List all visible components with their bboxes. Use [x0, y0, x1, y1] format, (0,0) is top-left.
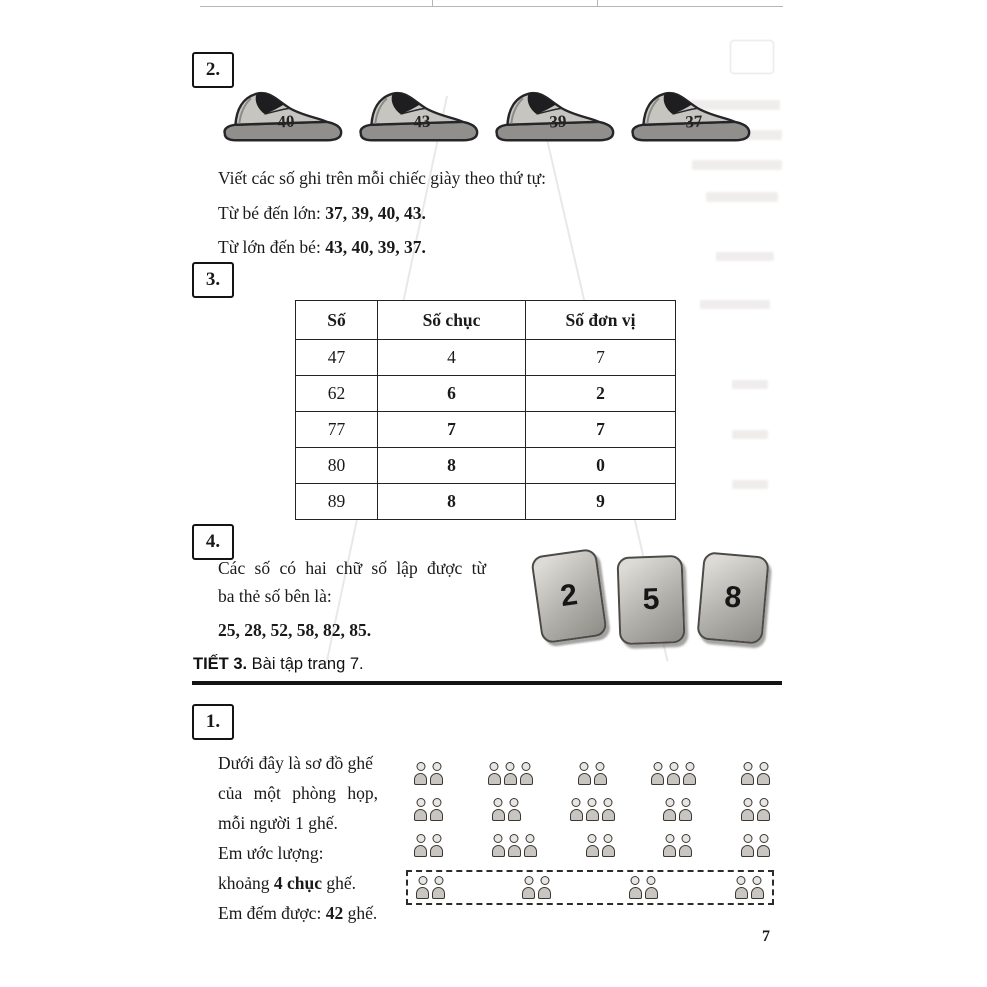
person-icon — [683, 762, 696, 785]
table-row — [296, 484, 676, 520]
person-icon — [735, 876, 748, 899]
table-cell: 6 — [378, 376, 526, 412]
seat-row — [412, 798, 770, 821]
shoe-number: 40 — [276, 111, 295, 132]
text-line: Dưới đây là sơ đồ ghế — [218, 753, 373, 773]
person-icon — [651, 762, 664, 785]
section-divider — [192, 681, 782, 685]
person-icon — [522, 876, 535, 899]
table-row — [296, 340, 676, 376]
person-icon — [602, 798, 615, 821]
person-icon — [508, 834, 521, 857]
person-icon — [602, 834, 615, 857]
exercise3-label: 3. — [205, 269, 221, 290]
person-icon — [432, 876, 445, 899]
table-cell: 80 — [296, 448, 378, 484]
seat-group — [488, 762, 533, 785]
exercise2-number-box — [192, 52, 234, 88]
table-header-cell: Số — [296, 301, 378, 340]
exercise2-ascending-line — [218, 203, 426, 224]
top-crop-line — [200, 6, 783, 7]
exercise3-number-box — [192, 262, 234, 298]
person-icon — [414, 798, 427, 821]
seat-group — [570, 798, 615, 821]
person-icon — [504, 762, 517, 785]
person-icon — [508, 798, 521, 821]
table-cell: 89 — [296, 484, 378, 520]
exercise1-label: 1. — [205, 711, 221, 732]
person-icon — [414, 762, 427, 785]
seat-group — [741, 762, 770, 785]
ascending-answer: 37, 39, 40, 43. — [325, 203, 426, 223]
section-title-bold: TIẾT 3. — [193, 655, 248, 673]
table-cell: 8 — [378, 484, 526, 520]
seat-group — [414, 762, 443, 785]
person-icon — [663, 834, 676, 857]
seat-group — [741, 834, 770, 857]
person-icon — [741, 834, 754, 857]
seat-group — [735, 876, 764, 899]
bleedthrough-artifact — [732, 480, 768, 489]
shoe-image — [354, 84, 482, 148]
person-icon — [520, 762, 533, 785]
seat-group — [663, 798, 692, 821]
top-crop-tick — [432, 0, 433, 7]
person-icon — [586, 798, 599, 821]
table-cell: 62 — [296, 376, 378, 412]
person-icon — [414, 834, 427, 857]
person-icon — [629, 876, 642, 899]
person-icon — [492, 834, 505, 857]
text-line: khoảng 4 chục ghế. — [218, 873, 357, 893]
bleedthrough-artifact — [732, 430, 768, 439]
seat-group — [522, 876, 551, 899]
table-cell: 0 — [526, 448, 676, 484]
page-number: 7 — [762, 928, 770, 945]
person-icon — [416, 876, 429, 899]
person-icon — [757, 798, 770, 821]
person-icon — [667, 762, 680, 785]
table-row — [296, 448, 676, 484]
seat-group — [492, 834, 537, 857]
exercise2-label: 2. — [205, 59, 221, 80]
person-icon — [663, 798, 676, 821]
bleedthrough-artifact — [730, 40, 774, 74]
person-icon — [430, 798, 443, 821]
shoe-number: 43 — [412, 111, 431, 132]
seat-group — [663, 834, 692, 857]
shoes-row — [218, 84, 754, 148]
seat-row — [412, 834, 770, 857]
number-card: 8 — [696, 551, 769, 644]
table-cell: 7 — [526, 340, 676, 376]
seat-row-dashed — [406, 870, 774, 905]
top-crop-tick — [597, 0, 598, 7]
table-cell: 2 — [526, 376, 676, 412]
exercise1-text — [218, 748, 410, 928]
person-icon — [430, 762, 443, 785]
person-icon — [570, 798, 583, 821]
person-icon — [594, 762, 607, 785]
exercise4-prompt-line2: ba thẻ số bên là: — [218, 586, 332, 606]
number-cards — [536, 552, 766, 644]
section-title-rest: Bài tập trang 7. — [247, 655, 364, 673]
ascending-label: Từ bé đến lớn: — [218, 203, 326, 223]
bleedthrough-artifact — [706, 192, 778, 202]
person-icon — [586, 834, 599, 857]
seat-group — [578, 762, 607, 785]
seat-group — [586, 834, 615, 857]
table-cell: 77 — [296, 412, 378, 448]
exercise4-answer: 25, 28, 52, 58, 82, 85. — [218, 620, 372, 640]
table-header-cell: Số đơn vị — [526, 301, 676, 340]
person-icon — [679, 798, 692, 821]
person-icon — [645, 876, 658, 899]
number-card: 2 — [530, 548, 608, 644]
table-cell: 9 — [526, 484, 676, 520]
shoe-image — [490, 84, 618, 148]
seat-group — [414, 834, 443, 857]
exercise4-label: 4. — [205, 531, 221, 552]
table-cell: 47 — [296, 340, 378, 376]
number-card: 5 — [616, 555, 685, 645]
table-cell: 8 — [378, 448, 526, 484]
person-icon — [757, 834, 770, 857]
bleedthrough-artifact — [716, 252, 774, 261]
person-icon — [751, 876, 764, 899]
person-icon — [488, 762, 501, 785]
bleedthrough-artifact — [732, 380, 768, 389]
seat-group — [492, 798, 521, 821]
person-icon — [679, 834, 692, 857]
seat-group — [414, 798, 443, 821]
table-row — [296, 376, 676, 412]
person-icon — [492, 798, 505, 821]
descending-answer: 43, 40, 39, 37. — [325, 237, 426, 257]
text-line: mỗi người 1 ghế. — [218, 813, 338, 833]
person-icon — [524, 834, 537, 857]
shoe-number: 39 — [548, 111, 567, 132]
seat-group — [416, 876, 445, 899]
descending-label: Từ lớn đến bé: — [218, 237, 326, 257]
shoe-image — [218, 84, 346, 148]
table-cell: 4 — [378, 340, 526, 376]
seat-diagram — [412, 762, 780, 918]
person-icon — [430, 834, 443, 857]
seat-group — [741, 798, 770, 821]
table-cell: 7 — [526, 412, 676, 448]
text-line: của một phòng họp, — [218, 783, 379, 803]
text-line: Em đếm được: 42 ghế. — [218, 903, 378, 923]
table-cell: 7 — [378, 412, 526, 448]
seat-group — [629, 876, 658, 899]
shoe-number: 37 — [684, 111, 703, 132]
seat-group — [651, 762, 696, 785]
shoe-image — [626, 84, 754, 148]
bleedthrough-artifact — [700, 300, 770, 309]
place-value-table-body — [296, 340, 676, 520]
table-header-row — [296, 301, 676, 340]
exercise2-descending-line — [218, 237, 426, 258]
person-icon — [757, 762, 770, 785]
person-icon — [578, 762, 591, 785]
place-value-table — [295, 300, 676, 520]
bleedthrough-artifact — [692, 160, 782, 170]
table-header-cell: Số chục — [378, 301, 526, 340]
exercise1-number-box — [192, 704, 234, 740]
person-icon — [538, 876, 551, 899]
text-line: Em ước lượng: — [218, 843, 324, 863]
exercise2-prompt: Viết các số ghi trên mỗi chiếc giày theo thứ tự: — [218, 168, 546, 188]
exercise4-number-box — [192, 524, 234, 560]
seat-row — [412, 762, 770, 785]
person-icon — [741, 798, 754, 821]
person-icon — [741, 762, 754, 785]
section-title — [193, 655, 364, 674]
exercise4-prompt-line1: Các số có hai chữ số lập được từ — [218, 558, 486, 578]
table-row — [296, 412, 676, 448]
